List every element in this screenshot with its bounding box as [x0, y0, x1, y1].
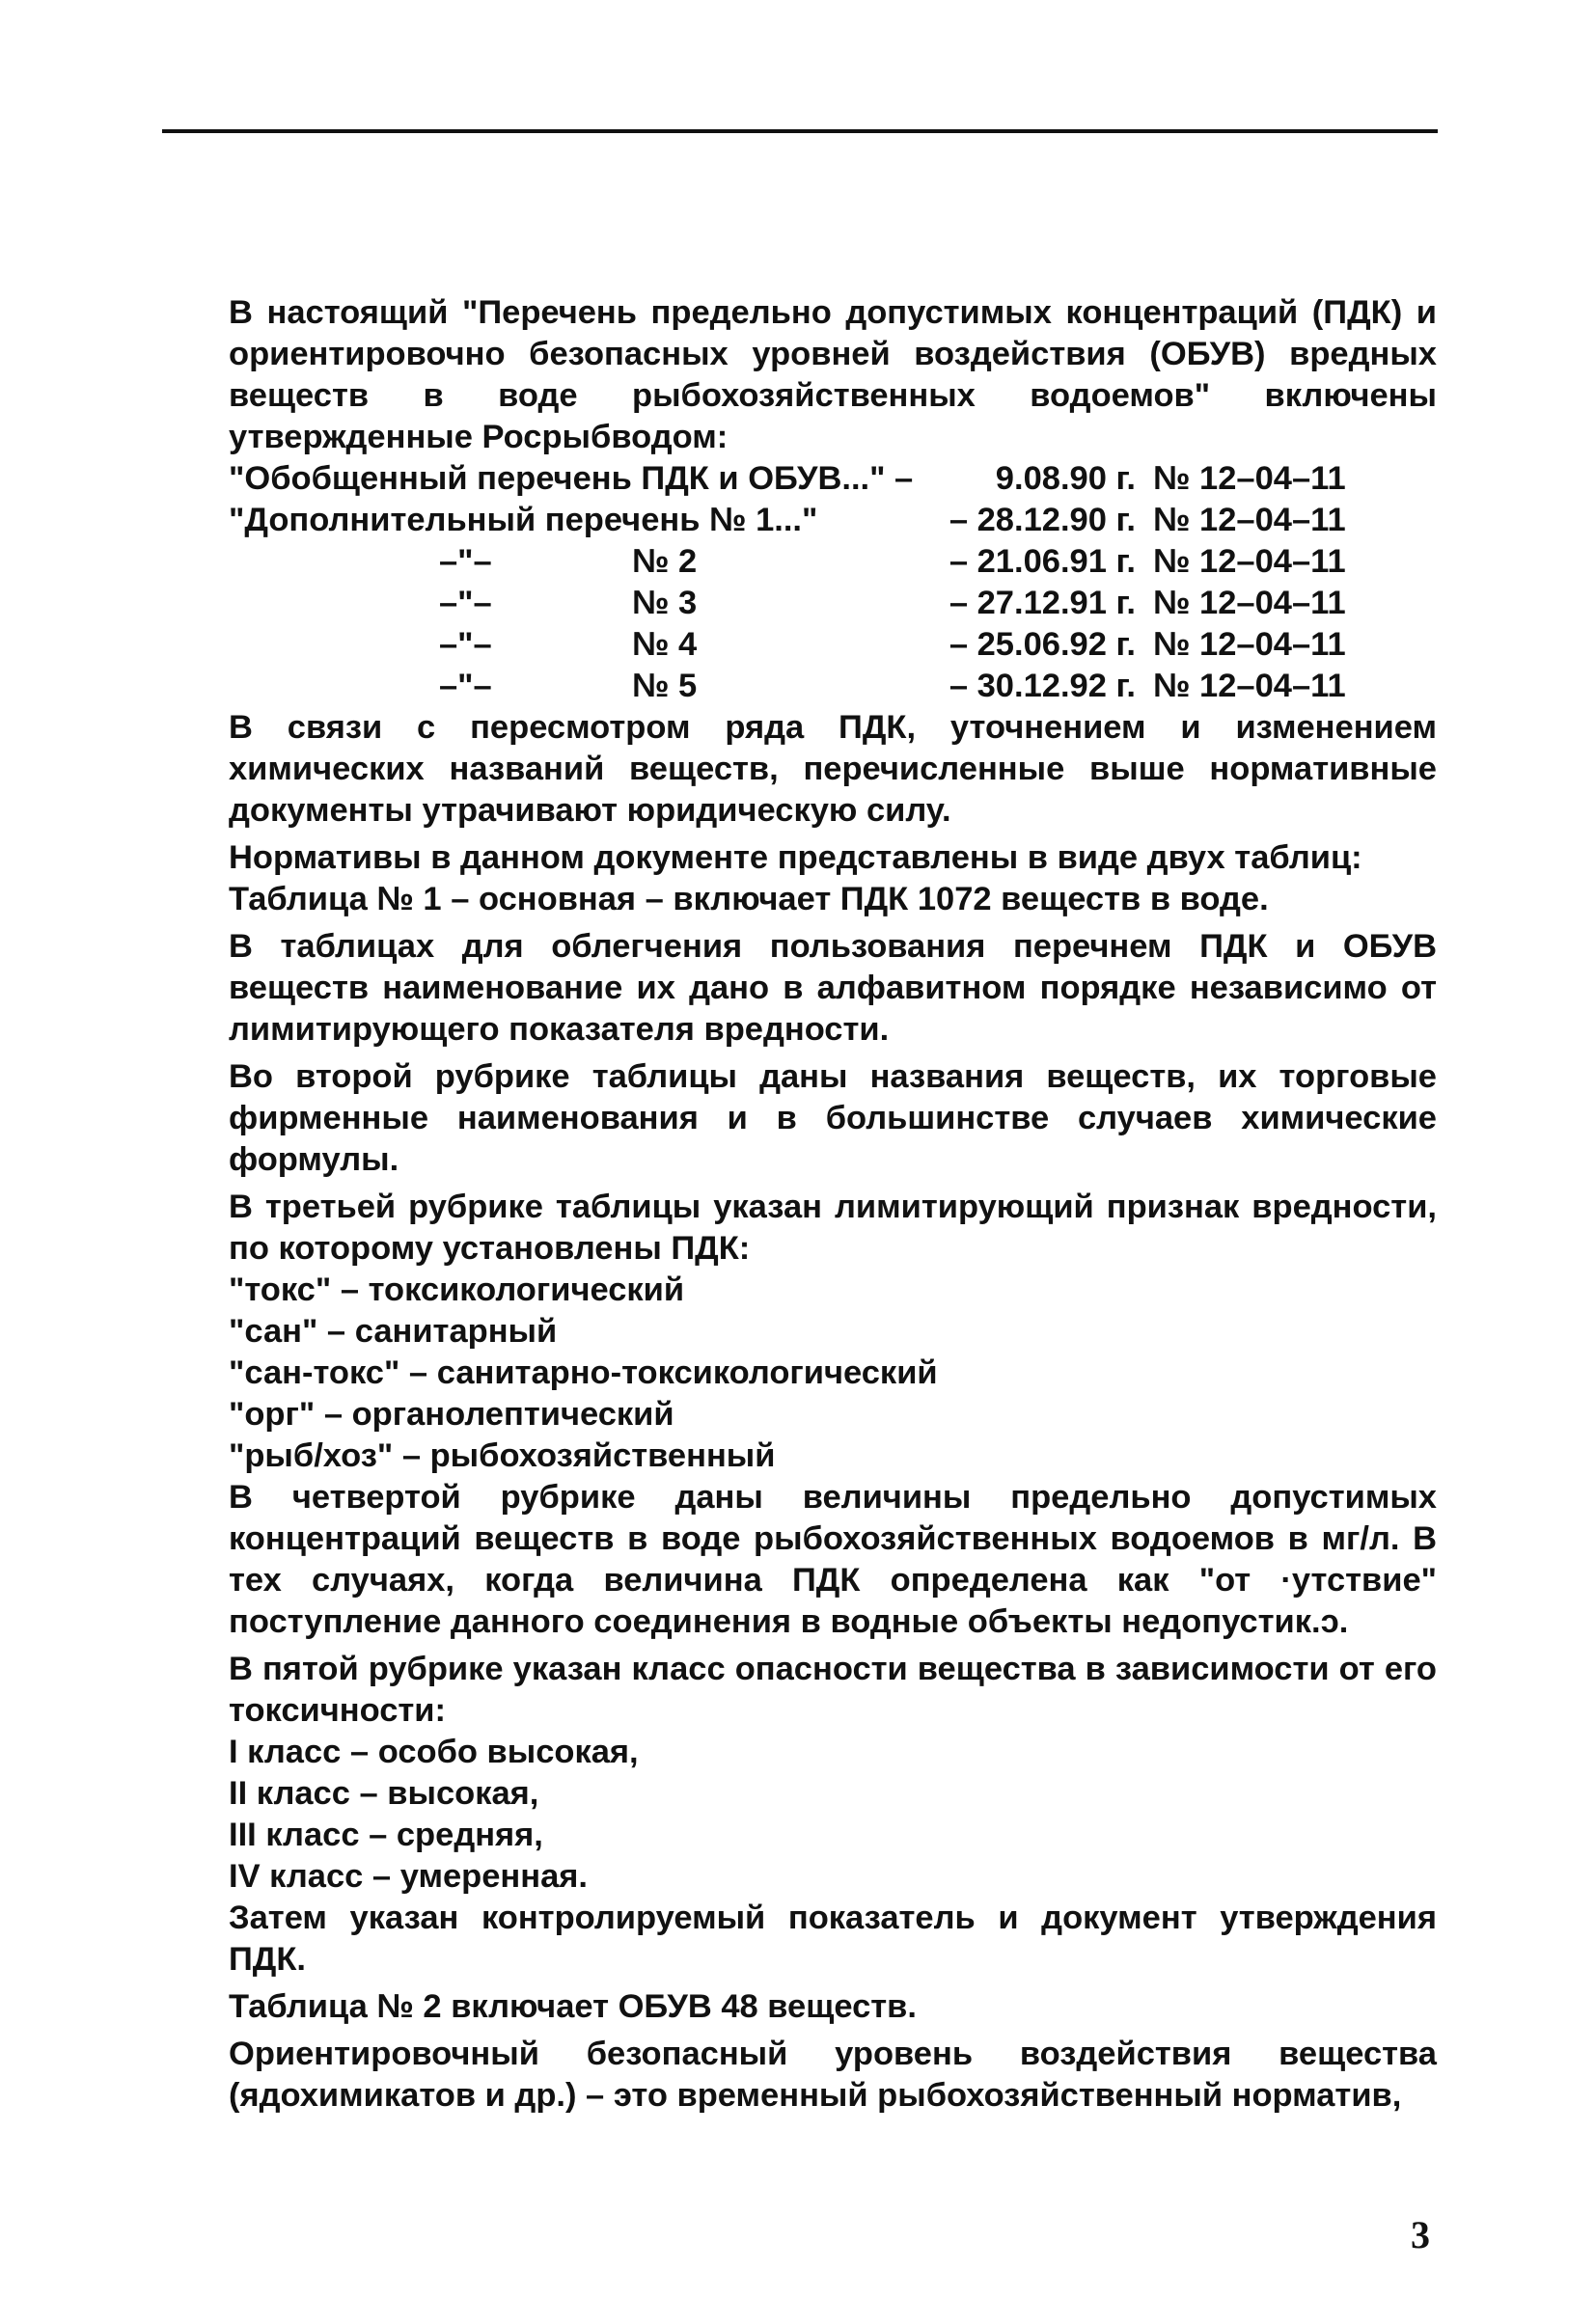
obuv-definition-paragraph: Ориентировочный безопасный уровень воздействия вещества (ядохимикатов и др.) – это временный рыбохозяйственный норматив, [229, 2036, 1437, 2114]
document-name: "Дополнительный перечень № 1..." [229, 502, 818, 538]
document-date: – 30.12.92 г. [949, 668, 1136, 704]
document-number: № 12–04–11 [1153, 626, 1346, 663]
document-row [229, 583, 1346, 624]
document-number: № 12–04–11 [1153, 668, 1346, 704]
document-subnumber: № 3 [632, 585, 698, 621]
page-body [229, 292, 1437, 2117]
list-item: II класс – высокая, [229, 1775, 539, 1812]
document-number: № 12–04–11 [1153, 502, 1346, 538]
ditto-mark: –"– [439, 585, 492, 621]
list-item: "сан-токс" – санитарно-токсикологический [229, 1354, 938, 1391]
list-item: "токс" – токсикологический [229, 1271, 685, 1308]
ditto-mark: –"– [439, 543, 492, 580]
approved-documents-list [229, 458, 1346, 707]
list-item: "сан" – санитарный [229, 1313, 558, 1350]
document-subnumber: № 2 [632, 543, 698, 580]
intro-paragraph: В настоящий "Перечень предельно допустимых концентраций (ПДК) и ориентировочно безопасных уровней воздействия (ОБУВ) вредных веществ в воде рыбохозяйственных водоемов" включены утвержденные Росрыбводом: [229, 294, 1437, 455]
document-date: 9.08.90 г. [995, 460, 1136, 497]
document-row [229, 666, 1346, 707]
document-number: № 12–04–11 [1153, 543, 1346, 580]
revision-paragraph: В связи с пересмотром ряда ПДК, уточнением и изменением химических названий веществ, перечисленные выше нормативные документы утрачивают юридическую силу. [229, 709, 1437, 829]
document-name: "Обобщенный перечень ПДК и ОБУВ..." – [229, 460, 914, 497]
document-subnumber: № 4 [632, 626, 698, 663]
fifth-rubric-paragraph: В пятой рубрике указан класс опасности вещества в зависимости от его токсичности: [229, 1651, 1437, 1729]
document-number: № 12–04–11 [1153, 585, 1346, 621]
document-number: № 12–04–11 [1153, 460, 1346, 497]
alphabetical-paragraph: В таблицах для облегчения пользования перечнем ПДК и ОБУВ веществ наименование их дано в алфавитном порядке независимо от лимитирующего показателя вредности. [229, 928, 1437, 1048]
document-date: – 27.12.91 г. [949, 585, 1136, 621]
list-item: "рыб/хоз" – рыбохозяйственный [229, 1437, 776, 1474]
document-date: – 21.06.91 г. [949, 543, 1136, 580]
table2-paragraph: Таблица № 2 включает ОБУВ 48 веществ. [229, 1988, 917, 2025]
second-rubric-paragraph: Во второй рубрике таблицы даны названия веществ, их торговые фирменные наименования и в большинстве случаев химические формулы. [229, 1058, 1437, 1178]
controlled-paragraph: Затем указан контролируемый показатель и документ утверждения ПДК. [229, 1900, 1437, 1978]
hazard-class-list [229, 1732, 1437, 1898]
document-subnumber: № 5 [632, 668, 698, 704]
harm-criteria-list [229, 1270, 1437, 1477]
list-item: I класс – особо высокая, [229, 1734, 639, 1770]
page-number: 3 [1411, 2213, 1430, 2256]
document-date: – 25.06.92 г. [949, 626, 1136, 663]
ditto-mark: –"– [439, 668, 492, 704]
table1-paragraph: Таблица № 1 – основная – включает ПДК 1072 веществ в воде. [229, 881, 1269, 917]
list-item: "орг" – органолептический [229, 1396, 674, 1433]
fourth-rubric-paragraph: В четвертой рубрике даны величины предельно допустимых концентраций веществ в воде рыбохозяйственных водоемов в мг/л. В тех случаях, когда величина ПДК определена как "от ·утствие" поступление данного соединения в водные объекты недопустик.ɔ. [229, 1479, 1437, 1640]
two-tables-paragraph: Нормативы в данном документе представлены в виде двух таблиц: [229, 839, 1362, 876]
third-rubric-paragraph: В третьей рубрике таблицы указан лимитирующий признак вредности, по которому установлены ПДК: [229, 1189, 1437, 1267]
top-rule [162, 129, 1438, 133]
list-item: III класс – средняя, [229, 1817, 543, 1853]
ditto-mark: –"– [439, 626, 492, 663]
list-item: IV класс – умеренная. [229, 1858, 588, 1895]
document-row [229, 624, 1346, 666]
document-row [229, 458, 1346, 500]
document-row [229, 541, 1346, 583]
document-date: – 28.12.90 г. [949, 502, 1136, 538]
document-row [229, 500, 1346, 541]
